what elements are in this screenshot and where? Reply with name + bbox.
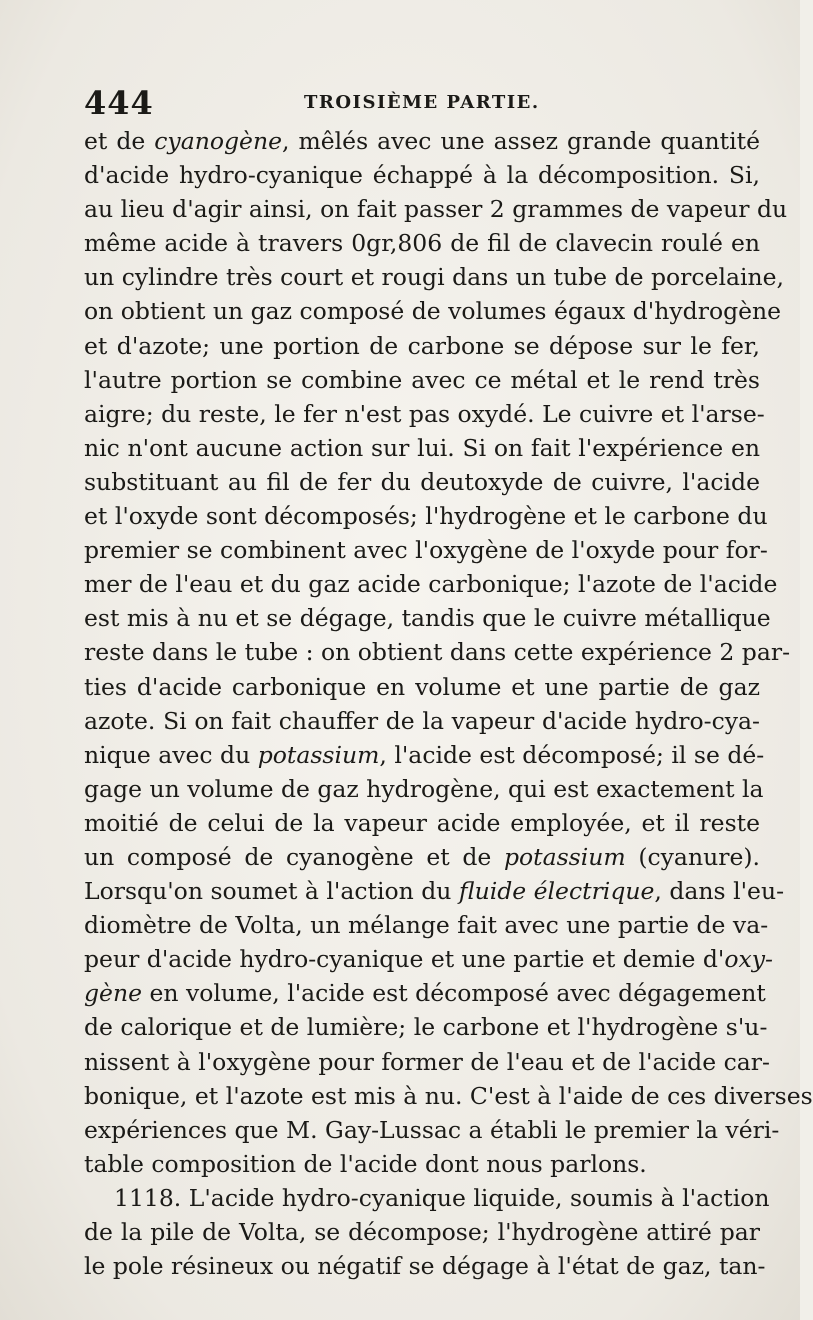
text-line xyxy=(84,1113,780,1147)
text-run: peur d'acide hydro-cyanique et une partie et demie d' xyxy=(84,945,725,974)
text-run: de la pile de Volta, se décompose; l'hydrogène attiré par xyxy=(84,1218,760,1246)
italic-term: fluide électrique xyxy=(458,877,655,906)
text-run: en volume, l'acide est décomposé avec dégagement xyxy=(142,979,766,1008)
text-run: aigre; du reste, le fer n'est pas oxydé. Le cuivre et l'arse- xyxy=(84,399,765,428)
text-run: nic n'ont aucune action sur lui. Si on fait l'expérience en xyxy=(84,433,760,462)
italic-term: gène xyxy=(84,979,142,1008)
text-line xyxy=(84,1215,760,1249)
page-number: 444 xyxy=(84,84,154,122)
text-line xyxy=(84,976,766,1010)
text-run: Lorsqu'on soumet à l'action du xyxy=(84,877,459,906)
text-line xyxy=(84,363,760,397)
text-line xyxy=(84,226,760,260)
text-line xyxy=(84,329,760,363)
text-run: azote. Si on fait chauffer de la vapeur d'acide hydro-cya- xyxy=(84,706,760,735)
text-run: diomètre de Volta, un mélange fait avec une partie de va- xyxy=(84,911,769,940)
text-line xyxy=(84,397,765,431)
text-run: le pole résineux ou négatif se dégage à l'état de gaz, tan- xyxy=(84,1252,766,1281)
text-run: et d'azote; une portion de carbone se dépose sur le fer, xyxy=(84,331,760,360)
text-line xyxy=(84,431,760,465)
text-line xyxy=(84,465,760,499)
text-run: substituant au fil de fer du deutoxyde de cuivre, l'acide xyxy=(84,467,760,496)
text-line xyxy=(84,294,782,328)
text-run: nique avec du xyxy=(84,740,258,769)
text-run: gage un volume de gaz hydrogène, qui est exactement la xyxy=(84,774,764,803)
text-run: reste dans le tube : on obtient dans cette expérience 2 par- xyxy=(84,638,791,667)
italic-term: potassium xyxy=(503,842,626,871)
text-run: , mêlés avec une assez grande quantité xyxy=(282,127,760,155)
text-line xyxy=(84,1181,770,1215)
text-line xyxy=(84,567,778,601)
italic-term: oxy- xyxy=(724,945,773,974)
text-run: même acide à travers 0gr,806 de fil de clavecin roulé en xyxy=(84,229,760,258)
text-run: (cyanure). xyxy=(625,842,760,871)
text-line xyxy=(84,601,771,635)
text-line xyxy=(84,1010,768,1044)
text-line xyxy=(84,738,765,772)
text-run: moitié de celui de la vapeur acide employée, et il reste xyxy=(84,808,760,837)
text-line xyxy=(84,533,768,567)
text-run: 1118. L'acide hydro-cyanique liquide, soumis à l'action xyxy=(114,1183,770,1212)
text-line xyxy=(84,124,760,158)
text-line xyxy=(84,260,784,294)
italic-term: potassium xyxy=(257,740,380,769)
text-run: table composition de l'acide dont nous parlons. xyxy=(84,1149,647,1178)
text-line xyxy=(84,874,785,908)
running-head: TROISIÈME PARTIE. xyxy=(304,92,540,113)
text-run: expériences que M. Gay-Lussac a établi le premier la véri- xyxy=(84,1115,780,1144)
text-line xyxy=(84,1079,813,1113)
text-run: d'acide hydro-cyanique échappé à la décomposition. Si, xyxy=(84,161,760,190)
text-run: , dans l'eu- xyxy=(654,877,785,906)
text-run: est mis à nu et se dégage, tandis que le cuivre métallique xyxy=(84,604,771,633)
text-line xyxy=(84,806,760,840)
text-run: et de xyxy=(84,127,155,155)
text-line xyxy=(84,704,760,738)
text-run: bonique, et l'azote est mis à nu. C'est à l'aide de ces diverses xyxy=(84,1081,813,1110)
text-run: , l'acide est décomposé; il se dé- xyxy=(379,740,765,769)
text-line xyxy=(84,670,760,704)
italic-term: cyanogène xyxy=(154,127,282,155)
body-text xyxy=(84,124,813,1283)
text-line xyxy=(84,840,760,874)
text-line xyxy=(84,499,768,533)
text-run: de calorique et de lumière; le carbone et l'hydrogène s'u- xyxy=(84,1013,768,1042)
text-run: on obtient un gaz composé de volumes égaux d'hydrogène xyxy=(84,297,782,326)
text-run: nissent à l'oxygène pour former de l'eau et de l'acide car- xyxy=(84,1047,770,1076)
text-run: premier se combinent avec l'oxygène de l'oxyde pour for- xyxy=(84,536,768,565)
text-line xyxy=(84,635,791,669)
text-run: mer de l'eau et du gaz acide carbonique; l'azote de l'acide xyxy=(84,570,778,599)
text-line xyxy=(84,1249,766,1283)
text-line xyxy=(84,158,760,192)
text-line xyxy=(84,908,769,942)
text-line xyxy=(84,1045,770,1079)
text-line xyxy=(84,942,773,976)
text-line xyxy=(84,772,764,806)
text-run: un cylindre très court et rougi dans un tube de porcelaine, xyxy=(84,263,784,292)
text-run: un composé de cyanogène et de xyxy=(84,842,504,871)
text-line xyxy=(84,1147,760,1181)
text-run: ties d'acide carbonique en volume et une partie de gaz xyxy=(84,672,760,701)
text-run: et l'oxyde sont décomposés; l'hydrogène et le carbone du xyxy=(84,502,768,531)
text-line xyxy=(84,192,788,226)
page-header xyxy=(84,84,760,124)
text-run: au lieu d'agir ainsi, on fait passer 2 grammes de vapeur du xyxy=(84,195,788,224)
text-run: l'autre portion se combine avec ce métal et le rend très xyxy=(84,365,760,394)
